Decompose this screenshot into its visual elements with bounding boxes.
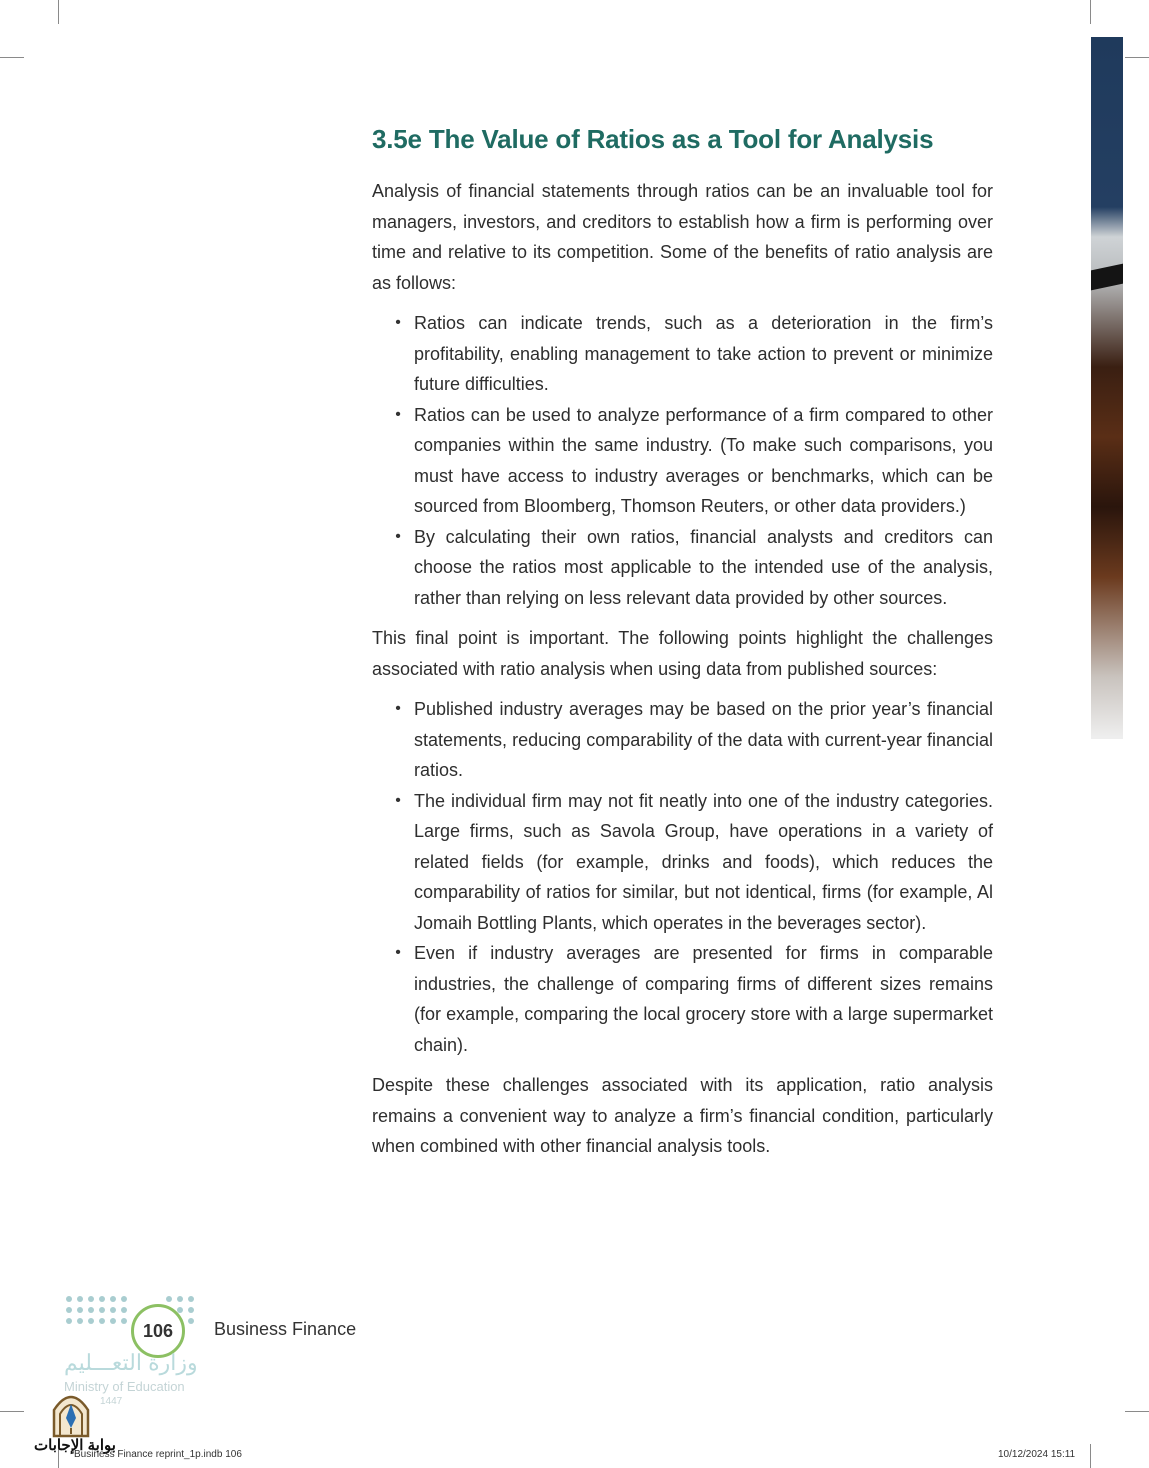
section-heading: 3.5e The Value of Ratios as a Tool for Analysis — [372, 124, 934, 154]
list-item — [395, 308, 993, 400]
bullet-icon: • — [395, 314, 401, 331]
crop-mark — [1125, 1411, 1149, 1412]
bullet-icon: • — [395, 791, 401, 809]
bullet-icon: • — [395, 405, 401, 423]
list-item-text: The individual firm may not fit neatly into one of the industry categories. Large firms, such as Savola Group, have operations in a variety of related fields (for example, drinks and foods), which reduces the comparability of ratios for similar, but not identical, firms (for example, Al Jomaih Bottling Plants, which operates in the beverages sector). — [414, 790, 993, 933]
intro-paragraph: Analysis of financial statements through ratios can be an invaluable tool for managers, investors, and creditors to establish how a firm is performing over time and relative to its competition. Some of the benefits of ratio analysis are as follows: — [372, 181, 993, 293]
crop-mark — [1125, 57, 1149, 58]
site-logo-icon — [50, 1388, 92, 1438]
site-name: بوابة الإجابات — [34, 1437, 116, 1454]
crop-mark — [1090, 1444, 1091, 1468]
ministry-year: 1447 — [100, 1396, 123, 1407]
list-item — [395, 522, 993, 614]
book-title: Business Finance — [214, 1319, 357, 1339]
transition-paragraph: This final point is important. The following points highlight the challenges associated with ratio analysis when using data from published sources: — [372, 628, 993, 679]
list-item-text: Ratios can be used to analyze performance of a firm compared to other companies within the same industry. (To make such comparisons, you must have access to industry averages or benchmarks, which can be sourced from Bloomberg, Thomson Reuters, or other data providers.) — [414, 404, 993, 516]
list-item-text: Ratios can indicate trends, such as a deterioration in the firm’s profitability, enabling management to take action to prevent or minimize future difficulties. — [414, 313, 993, 394]
list-item — [395, 400, 993, 522]
list-item — [395, 694, 993, 786]
benefits-list — [372, 308, 993, 613]
ministry-name-arabic: وزارة التعـــليم — [64, 1350, 198, 1375]
list-item — [395, 786, 993, 939]
main-content — [372, 176, 993, 1172]
ministry-logo-dots-icon — [66, 1296, 127, 1324]
crop-mark — [0, 1411, 24, 1412]
list-item — [395, 938, 993, 1060]
crop-mark — [1090, 0, 1091, 24]
side-photo-strip — [1091, 37, 1123, 739]
crop-mark — [0, 57, 24, 58]
bullet-icon: • — [395, 944, 401, 961]
page-number-text: 106 — [142, 1320, 174, 1341]
print-file-info: Business Finance reprint_1p.indb 106 — [74, 1449, 242, 1460]
challenges-list — [372, 694, 993, 1060]
list-item-text: By calculating their own ratios, financial analysts and creditors can choose the ratios most applicable to the intended use of the analysis, rather than relying on less relevant data provided by other sources. — [414, 526, 993, 608]
list-item-text: Even if industry averages are presented for firms in comparable industries, the challenge of comparing firms of different sizes remains (for example, comparing the local grocery store with a large supermarket chain). — [414, 943, 993, 1055]
conclusion-paragraph: Despite these challenges associated with its application, ratio analysis remains a convenient way to analyze a firm’s financial condition, particularly when combined with other financial analysis tools. — [372, 1075, 993, 1156]
print-date-info: 10/12/2024 15:11 — [998, 1449, 1076, 1460]
bullet-icon: • — [395, 700, 401, 717]
list-item-text: Published industry averages may be based on the prior year’s financial statements, reducing comparability of the data with current-year financial ratios. — [414, 699, 993, 780]
crop-mark — [58, 0, 59, 24]
ministry-name-english: Ministry of Education — [64, 1379, 185, 1394]
bullet-icon: • — [395, 527, 401, 545]
